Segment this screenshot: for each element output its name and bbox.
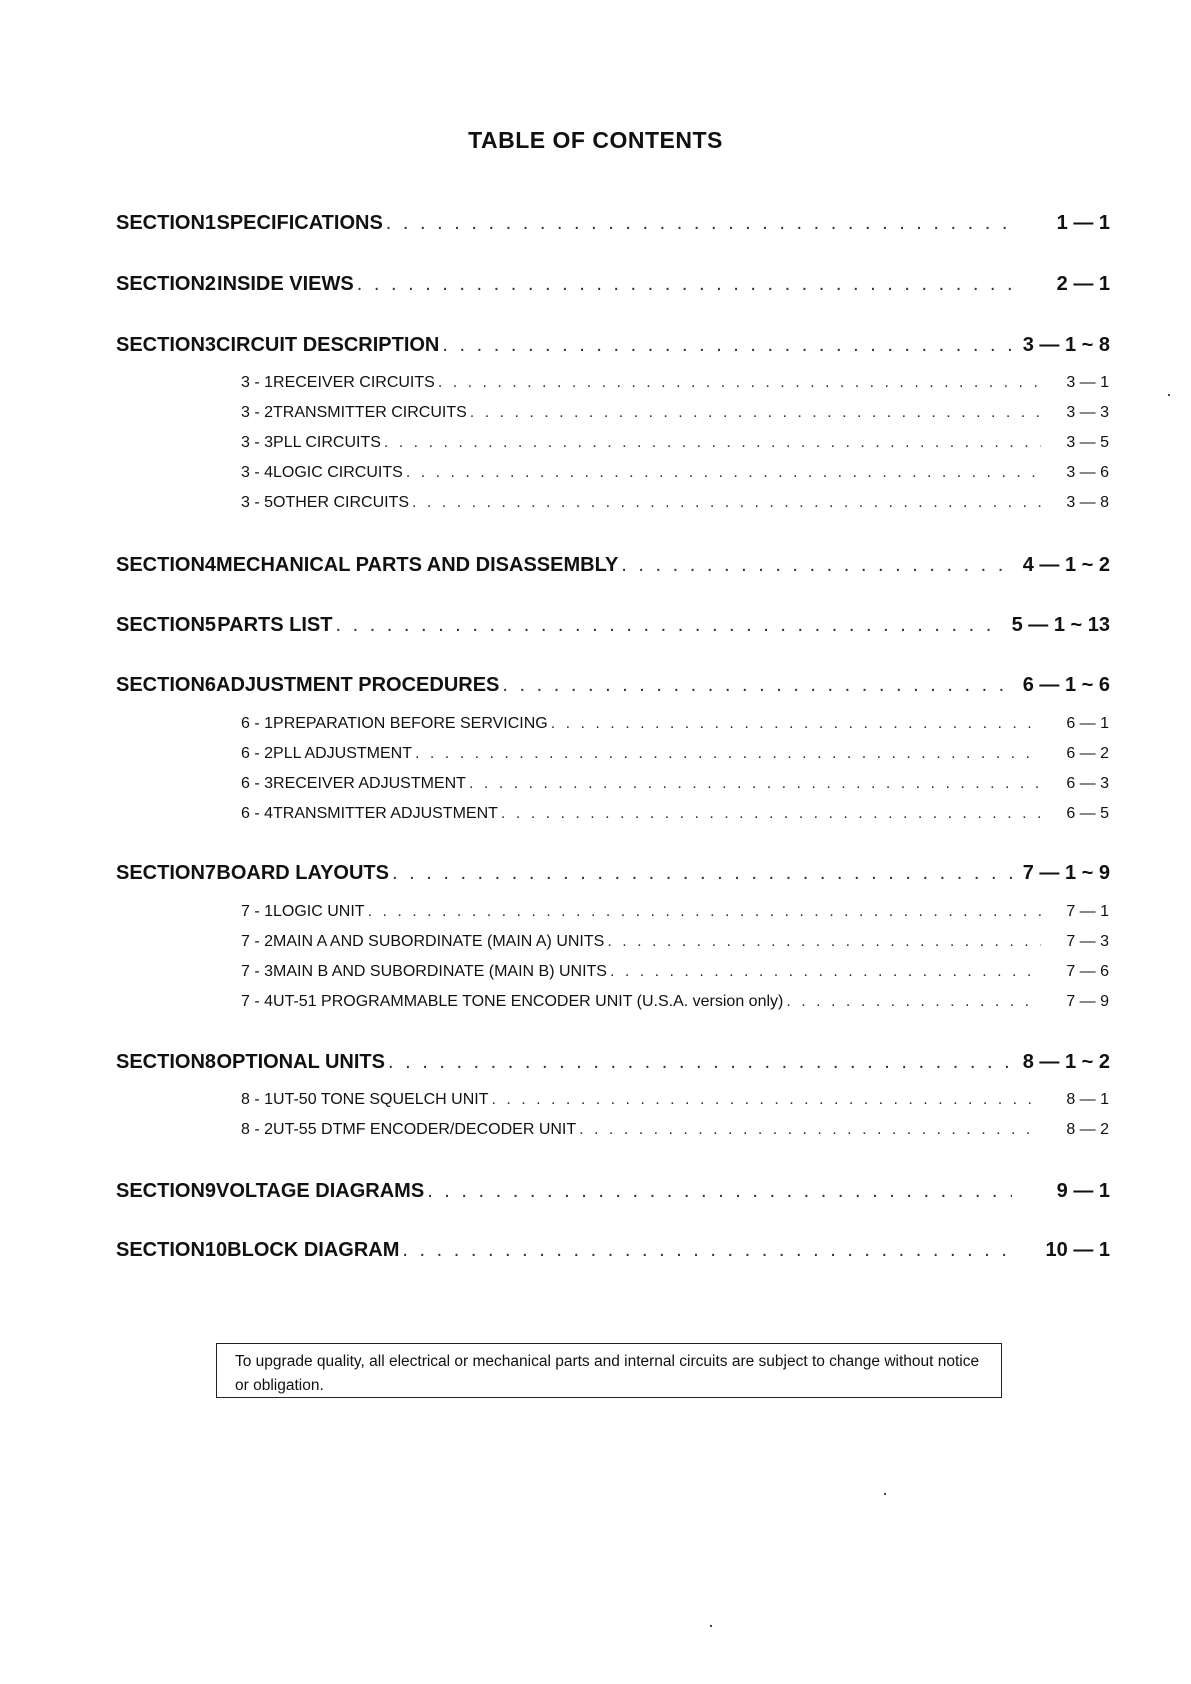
section-word: SECTION xyxy=(116,554,205,576)
section-title: BLOCK DIAGRAM xyxy=(227,1239,400,1261)
section-number: 9 xyxy=(204,1180,217,1202)
subsection-title: RECEIVER ADJUSTMENT xyxy=(273,775,466,792)
section-word: SECTION xyxy=(116,1180,205,1202)
subsection-title: OTHER CIRCUITS xyxy=(273,494,410,511)
subsection-number: 6 - 2 xyxy=(241,745,274,762)
toc-section-10 xyxy=(116,1239,1110,1262)
subsection-title: LOGIC UNIT xyxy=(273,903,365,920)
subsection-title: UT-51 PROGRAMMABLE TONE ENCODER UNIT (U.S.A. version only) xyxy=(273,993,784,1010)
dot-leader xyxy=(621,554,1012,577)
toc-section-4 xyxy=(116,554,1110,577)
subsection-number: 6 - 3 xyxy=(241,775,274,792)
toc-subsection-7-4 xyxy=(241,993,1109,1011)
section-page: 1 — 1 xyxy=(1056,212,1110,234)
subsection-number: 3 - 1 xyxy=(241,374,274,391)
subsection-page: 7 — 9 xyxy=(1066,993,1109,1010)
subsection-page: 6 — 2 xyxy=(1066,745,1109,762)
section-word: SECTION xyxy=(116,614,205,636)
subsection-page: 6 — 1 xyxy=(1066,715,1109,732)
page-title: TABLE OF CONTENTS xyxy=(468,127,723,153)
section-title: VOLTAGE DIAGRAMS xyxy=(216,1180,425,1202)
dot-leader xyxy=(402,1239,1012,1262)
dot-leader xyxy=(412,494,1041,512)
section-title: PARTS LIST xyxy=(217,614,333,636)
section-page: 9 — 1 xyxy=(1056,1180,1110,1202)
toc-subsection-3-2 xyxy=(241,404,1109,422)
dot-leader xyxy=(610,963,1041,981)
dot-leader xyxy=(502,674,1012,697)
dot-leader xyxy=(386,212,1012,235)
section-title: OPTIONAL UNITS xyxy=(216,1051,385,1073)
section-number: 4 xyxy=(204,554,217,576)
subsection-title: LOGIC CIRCUITS xyxy=(273,464,403,481)
section-title: CIRCUIT DESCRIPTION xyxy=(216,334,440,356)
subsection-page: 3 — 5 xyxy=(1066,434,1109,451)
dot-leader xyxy=(607,933,1041,951)
section-title: BOARD LAYOUTS xyxy=(216,862,389,884)
section-page: 3 — 1 ~ 8 xyxy=(1022,334,1110,356)
section-page: 8 — 1 ~ 2 xyxy=(1022,1051,1110,1073)
subsection-number: 7 - 1 xyxy=(241,903,274,920)
toc-subsection-8-2 xyxy=(241,1121,1109,1139)
toc-subsection-7-1 xyxy=(241,903,1109,921)
toc-subsection-6-1 xyxy=(241,715,1109,733)
subsection-number: 6 - 1 xyxy=(241,715,274,732)
section-word: SECTION xyxy=(116,674,205,696)
toc-subsection-3-3 xyxy=(241,434,1109,452)
subsection-title: PLL ADJUSTMENT xyxy=(273,745,413,762)
dot-leader xyxy=(470,404,1041,422)
scan-speck xyxy=(884,1493,886,1495)
dot-leader xyxy=(384,434,1041,452)
toc-section-8 xyxy=(116,1051,1110,1074)
dot-leader xyxy=(388,1051,1012,1074)
subsection-page: 3 — 8 xyxy=(1066,494,1109,511)
section-number: 2 xyxy=(204,273,217,295)
dot-leader xyxy=(551,715,1041,733)
section-title: MECHANICAL PARTS AND DISASSEMBLY xyxy=(216,554,619,576)
section-word: SECTION xyxy=(116,862,205,884)
toc-subsection-3-1 xyxy=(241,374,1109,392)
subsection-page: 3 — 6 xyxy=(1066,464,1109,481)
dot-leader xyxy=(786,993,1041,1011)
subsection-number: 6 - 4 xyxy=(241,805,274,822)
subsection-number: 8 - 1 xyxy=(241,1091,274,1108)
section-page: 5 — 1 ~ 13 xyxy=(1011,614,1110,636)
toc-subsection-6-3 xyxy=(241,775,1109,793)
notice-box: To upgrade quality, all electrical or mechanical parts and internal circuits are subject to change without notice or obligation. xyxy=(216,1343,1002,1398)
subsection-number: 3 - 5 xyxy=(241,494,274,511)
section-page: 7 — 1 ~ 9 xyxy=(1022,862,1110,884)
subsection-page: 7 — 6 xyxy=(1066,963,1109,980)
dot-leader xyxy=(501,805,1041,823)
toc-section-9 xyxy=(116,1180,1110,1203)
toc-section-2 xyxy=(116,273,1110,296)
dot-leader xyxy=(491,1091,1041,1109)
section-number: 1 xyxy=(204,212,217,234)
subsection-number: 3 - 4 xyxy=(241,464,274,481)
section-number: 8 xyxy=(204,1051,217,1073)
subsection-page: 3 — 3 xyxy=(1066,404,1109,421)
toc-subsection-7-3 xyxy=(241,963,1109,981)
toc-subsection-7-2 xyxy=(241,933,1109,951)
section-word: SECTION xyxy=(116,334,205,356)
toc-subsection-6-4 xyxy=(241,805,1109,823)
subsection-title: PLL CIRCUITS xyxy=(273,434,381,451)
subsection-number: 7 - 2 xyxy=(241,933,274,950)
toc-subsection-8-1 xyxy=(241,1091,1109,1109)
section-word: SECTION xyxy=(116,1051,205,1073)
subsection-title: RECEIVER CIRCUITS xyxy=(273,374,435,391)
subsection-page: 7 — 3 xyxy=(1066,933,1109,950)
subsection-page: 7 — 1 xyxy=(1066,903,1109,920)
subsection-number: 7 - 4 xyxy=(241,993,274,1010)
toc-section-6 xyxy=(116,674,1110,697)
section-page: 2 — 1 xyxy=(1056,273,1110,295)
toc-section-1 xyxy=(116,212,1110,235)
dot-leader xyxy=(368,903,1041,921)
section-number: 3 xyxy=(204,334,217,356)
subsection-title: TRANSMITTER CIRCUITS xyxy=(273,404,467,421)
subsection-page: 8 — 1 xyxy=(1066,1091,1109,1108)
dot-leader xyxy=(335,614,1003,637)
scan-speck xyxy=(710,1625,712,1627)
subsection-page: 3 — 1 xyxy=(1066,374,1109,391)
section-number: 7 xyxy=(204,862,217,884)
subsection-title: PREPARATION BEFORE SERVICING xyxy=(273,715,548,732)
dot-leader xyxy=(427,1180,1012,1203)
section-page: 4 — 1 ~ 2 xyxy=(1022,554,1110,576)
toc-section-5 xyxy=(116,614,1110,637)
toc-subsection-6-2 xyxy=(241,745,1109,763)
dot-leader xyxy=(392,862,1012,885)
dot-leader xyxy=(415,745,1041,763)
subsection-page: 6 — 5 xyxy=(1066,805,1109,822)
section-number: 6 xyxy=(204,674,217,696)
section-word: SECTION xyxy=(116,212,205,234)
section-page: 10 — 1 xyxy=(1045,1239,1110,1261)
dot-leader xyxy=(438,374,1041,392)
dot-leader xyxy=(579,1121,1041,1139)
subsection-title: TRANSMITTER ADJUSTMENT xyxy=(273,805,498,822)
subsection-title: UT-55 DTMF ENCODER/DECODER UNIT xyxy=(273,1121,577,1138)
toc-subsection-3-5 xyxy=(241,494,1109,512)
subsection-number: 3 - 3 xyxy=(241,434,274,451)
section-word: SECTION xyxy=(116,273,205,295)
section-number: 5 xyxy=(204,614,217,636)
section-number: 10 xyxy=(204,1239,228,1261)
section-title: ADJUSTMENT PROCEDURES xyxy=(216,674,500,696)
subsection-page: 6 — 3 xyxy=(1066,775,1109,792)
scan-speck xyxy=(1168,394,1170,396)
dot-leader xyxy=(406,464,1041,482)
toc-subsection-3-4 xyxy=(241,464,1109,482)
section-title: SPECIFICATIONS xyxy=(216,212,383,234)
toc-section-7 xyxy=(116,862,1110,885)
subsection-number: 3 - 2 xyxy=(241,404,274,421)
subsection-title: MAIN B AND SUBORDINATE (MAIN B) UNITS xyxy=(273,963,607,980)
subsection-page: 8 — 2 xyxy=(1066,1121,1109,1138)
section-page: 6 — 1 ~ 6 xyxy=(1022,674,1110,696)
subsection-number: 8 - 2 xyxy=(241,1121,274,1138)
section-title: INSIDE VIEWS xyxy=(217,273,354,295)
dot-leader xyxy=(357,273,1012,296)
toc-section-3 xyxy=(116,334,1110,357)
subsection-title: MAIN A AND SUBORDINATE (MAIN A) UNITS xyxy=(273,933,605,950)
subsection-number: 7 - 3 xyxy=(241,963,274,980)
dot-leader xyxy=(469,775,1041,793)
dot-leader xyxy=(442,334,1012,357)
section-word: SECTION xyxy=(116,1239,205,1261)
subsection-title: UT-50 TONE SQUELCH UNIT xyxy=(273,1091,489,1108)
